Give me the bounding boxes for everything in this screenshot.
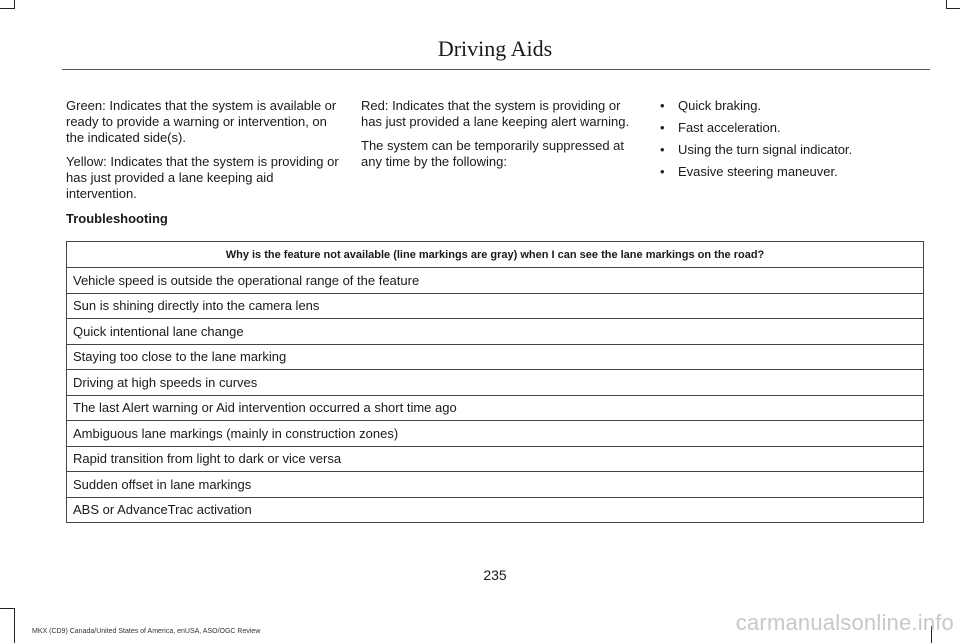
table-cell: Sun is shining directly into the camera lens [67, 293, 924, 319]
table-row [67, 497, 924, 523]
bullet-icon: • [660, 164, 665, 179]
table-header: Why is the feature not available (line markings are gray) when I can see the lane markings on the road? [67, 242, 924, 268]
table-cell: Quick intentional lane change [67, 319, 924, 345]
paragraph: The system can be temporarily suppressed at any time by the following: [361, 138, 625, 169]
footer-text: MKX (CD9) Canada/United States of America, enUSA, ASO/OGC Review [32, 628, 261, 635]
crop-mark [14, 0, 15, 9]
table-cell: Staying too close to the lane marking [67, 344, 924, 370]
table-row [67, 370, 924, 396]
paragraph: Green: Indicates that the system is available or ready to provide a warning or intervention, on the indicated side(s). [66, 98, 337, 145]
table-cell: Sudden offset in lane markings [67, 472, 924, 498]
bullet-icon: • [660, 142, 665, 157]
page-number: 235 [483, 567, 507, 583]
list-item: • Evasive steering maneuver. [660, 164, 838, 179]
table-cell: Vehicle speed is outside the operational range of the feature [67, 268, 924, 294]
list-item: • Quick braking. [660, 98, 762, 113]
header-divider [62, 69, 930, 70]
bullet-icon: • [660, 98, 665, 113]
table-row [67, 293, 924, 319]
table-row [67, 472, 924, 498]
table-row [67, 268, 924, 294]
table-header-row [67, 242, 924, 268]
suppression-list [660, 98, 930, 180]
watermark: carmanualsonline.info [735, 610, 954, 635]
paragraph: Yellow: Indicates that the system is providing or has just provided a lane keeping aid intervention. [66, 154, 339, 201]
table-row [67, 319, 924, 345]
text-column-2 [361, 98, 636, 178]
list-item: • Fast acceleration. [660, 120, 781, 135]
text-column-3 [660, 98, 930, 186]
troubleshooting-table [66, 241, 924, 523]
crop-mark [0, 8, 14, 9]
crop-mark [14, 608, 15, 643]
table-row [67, 395, 924, 421]
paragraph: Red: Indicates that the system is providing or has just provided a lane keeping alert warning. [361, 98, 630, 129]
table-row [67, 446, 924, 472]
table-cell: Driving at high speeds in curves [67, 370, 924, 396]
list-item: • Using the turn signal indicator. [660, 142, 853, 157]
crop-mark [0, 608, 14, 609]
table-row [67, 344, 924, 370]
crop-mark [946, 8, 960, 9]
bullet-icon: • [660, 120, 665, 135]
text-column-1 [66, 98, 341, 210]
section-heading: Troubleshooting [66, 211, 168, 226]
crop-mark [946, 0, 947, 9]
table-cell: Rapid transition from light to dark or vice versa [67, 446, 924, 472]
table-cell: Ambiguous lane markings (mainly in construction zones) [67, 421, 924, 447]
page-title: Driving Aids [437, 36, 553, 61]
table-cell: ABS or AdvanceTrac activation [67, 497, 924, 523]
table-cell: The last Alert warning or Aid intervention occurred a short time ago [67, 395, 924, 421]
table-row [67, 421, 924, 447]
